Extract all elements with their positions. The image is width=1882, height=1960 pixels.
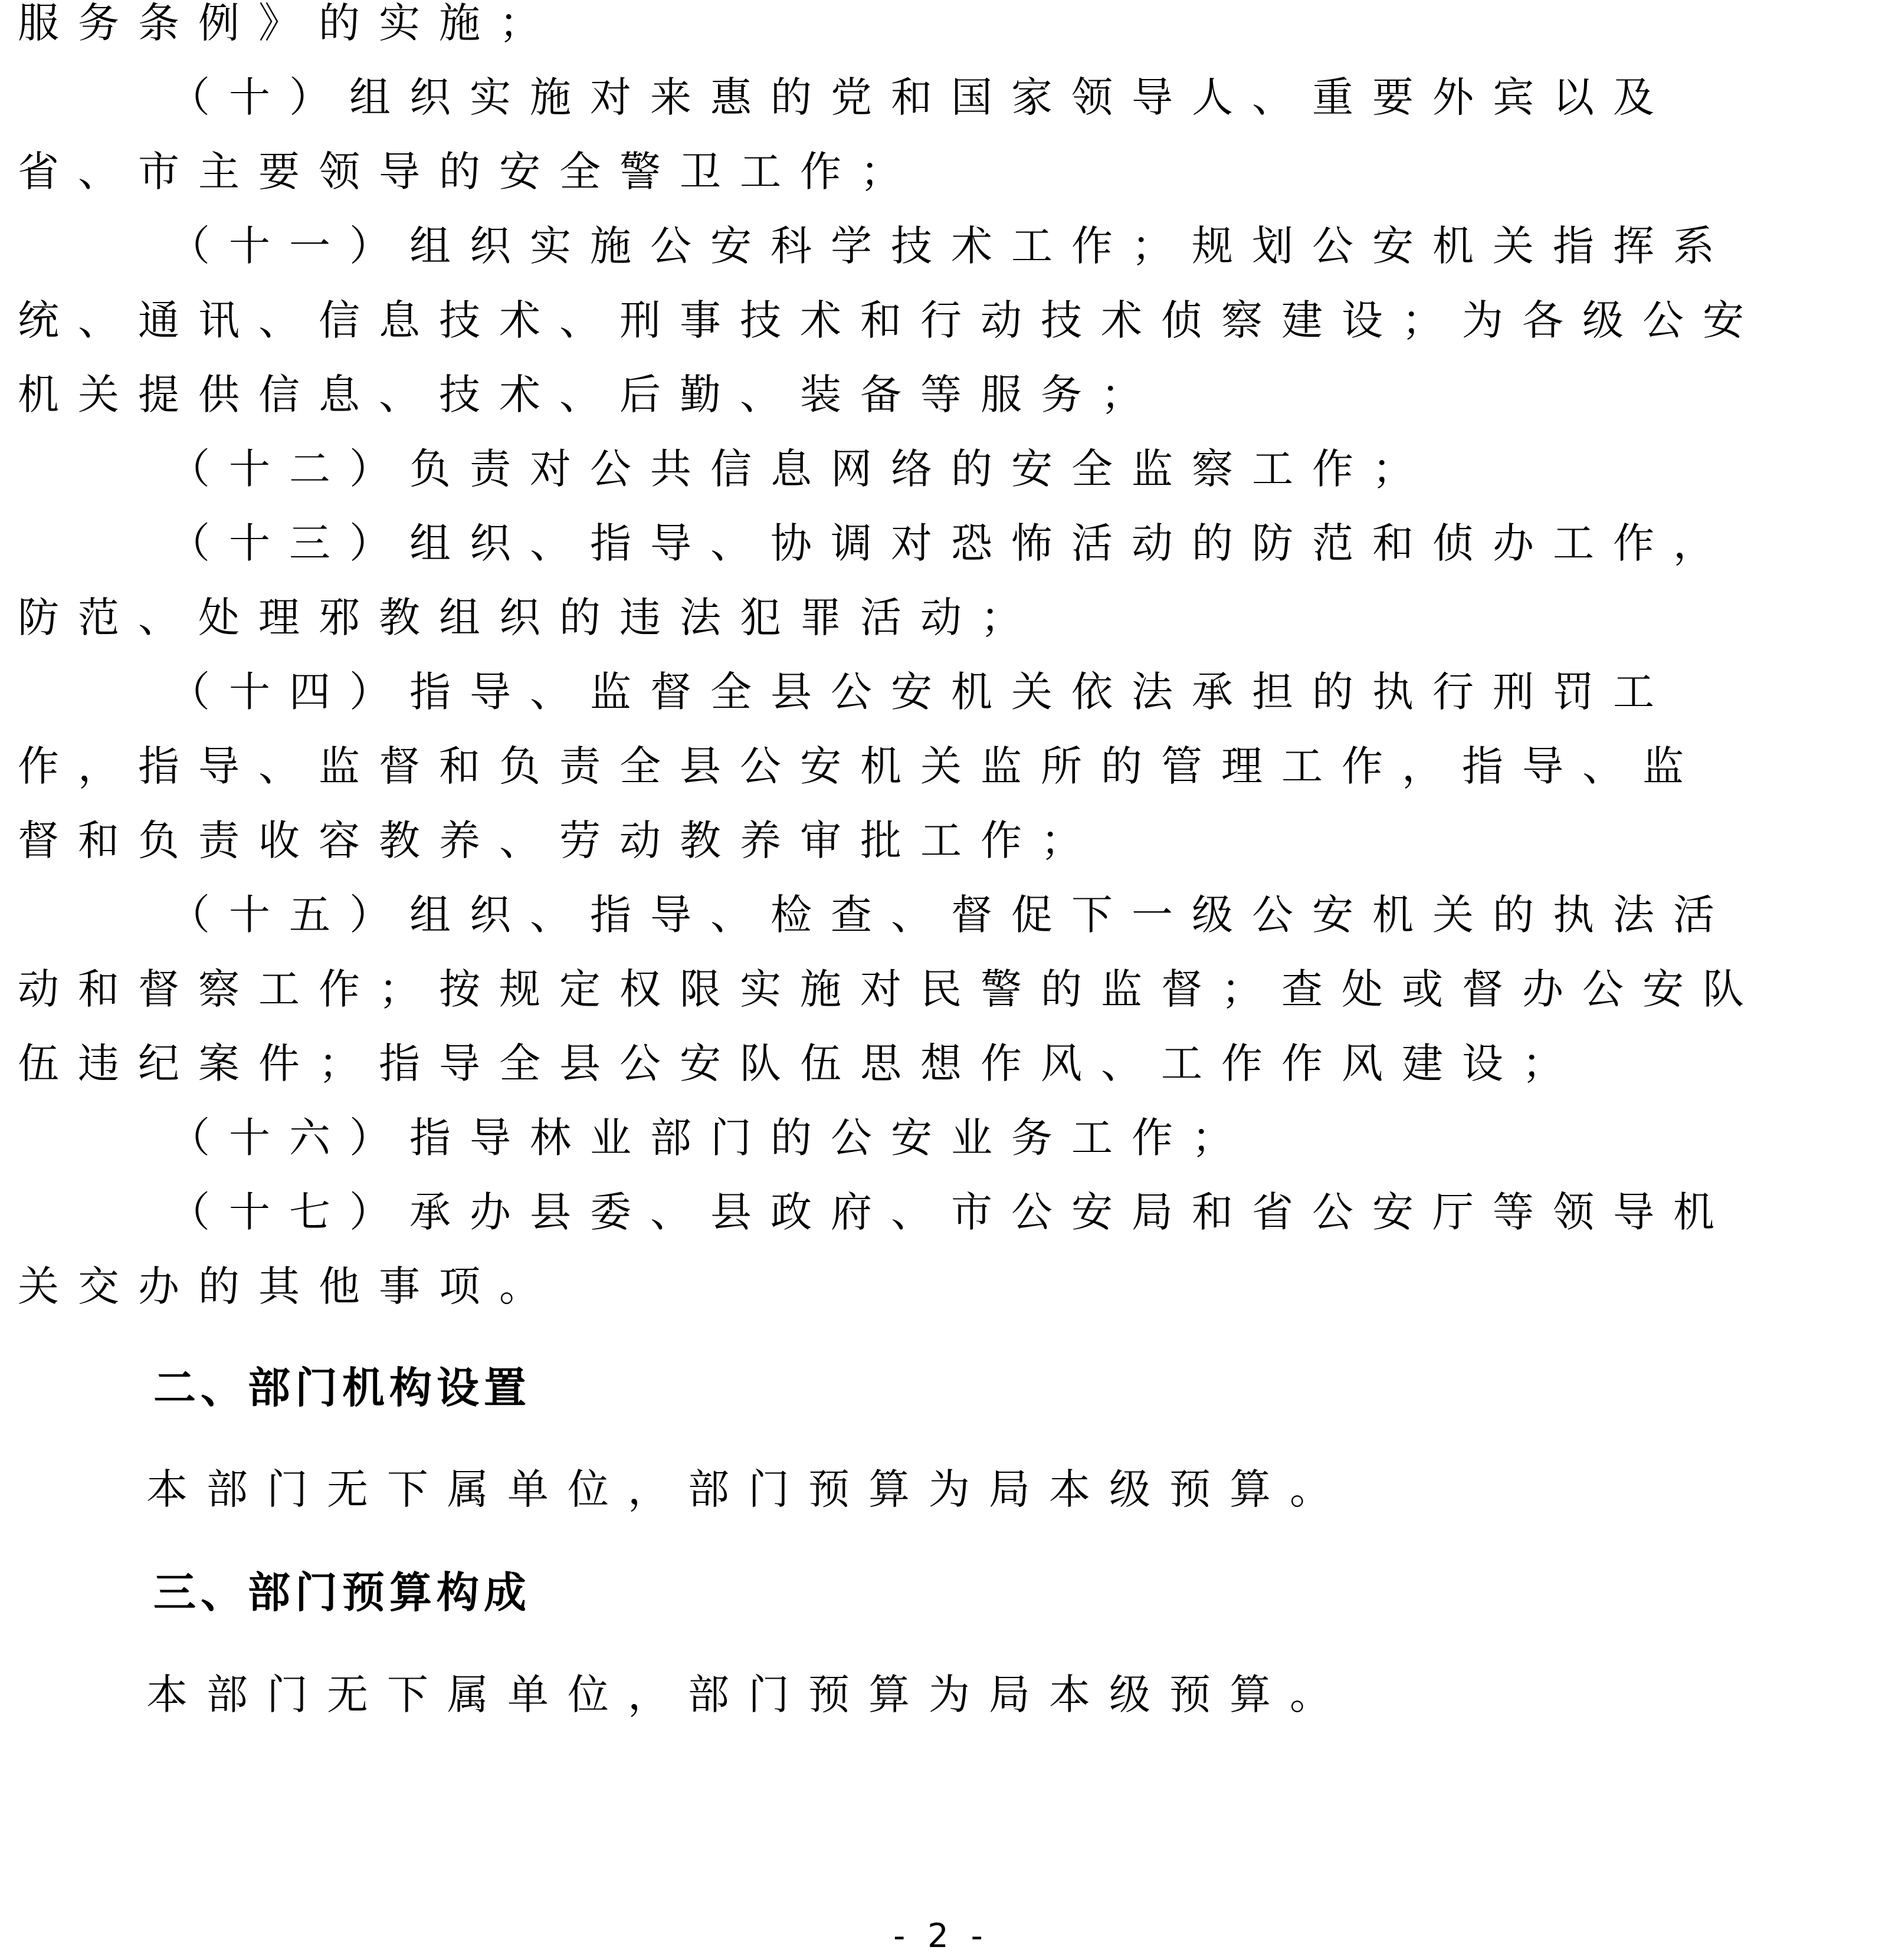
text-line: （十四）指导、监督全县公安机关依法承担的执行刑罚工 xyxy=(169,668,1673,716)
text-line: （十三）组织、指导、协调对恐怖活动的防范和侦办工作， xyxy=(169,519,1733,567)
text-line: 防范、处理邪教组织的违法犯罪活动； xyxy=(18,593,1041,642)
text-line: 动和督察工作；按规定权限实施对民警的监督；查处或督办公安队 xyxy=(18,965,1763,1013)
text-line: （十七）承办县委、县政府、市公安局和省公安厅等领导机 xyxy=(169,1188,1733,1236)
text-line: 统、通讯、信息技术、刑事技术和行动技术侦察建设；为各级公安 xyxy=(18,296,1763,344)
text-line: （十六）指导林业部门的公安业务工作； xyxy=(169,1114,1252,1162)
text-line: 机关提供信息、技术、后勤、装备等服务； xyxy=(18,370,1161,419)
text-line: （十二）负责对公共信息网络的安全监察工作； xyxy=(169,445,1432,493)
section-paragraph: 本部门无下属单位，部门预算为局本级预算。 xyxy=(146,1465,1350,1513)
text-line: 省、市主要领导的安全警卫工作； xyxy=(18,147,920,196)
section-heading: 三、部门预算构成 xyxy=(153,1568,532,1617)
page-number: - 2 - xyxy=(893,1917,989,1955)
section-heading: 二、部门机构设置 xyxy=(153,1363,532,1413)
text-line: 关交办的其他事项。 xyxy=(18,1262,559,1311)
text-line: （十一）组织实施公安科学技术工作；规划公安机关指挥系 xyxy=(169,222,1733,270)
text-line: 作，指导、监督和负责全县公安机关监所的管理工作，指导、监 xyxy=(18,742,1703,790)
text-line: 服务条例》的实施； xyxy=(18,0,559,47)
text-line: （十）组织实施对来惠的党和国家领导人、重要外宾以及 xyxy=(169,73,1673,122)
text-line: 伍违纪案件；指导全县公安队伍思想作风、工作作风建设； xyxy=(18,1039,1582,1088)
section-paragraph: 本部门无下属单位，部门预算为局本级预算。 xyxy=(146,1670,1350,1719)
text-line: （十五）组织、指导、检查、督促下一级公安机关的执法活 xyxy=(169,891,1733,939)
text-line: 督和负责收容教养、劳动教养审批工作； xyxy=(18,816,1101,865)
